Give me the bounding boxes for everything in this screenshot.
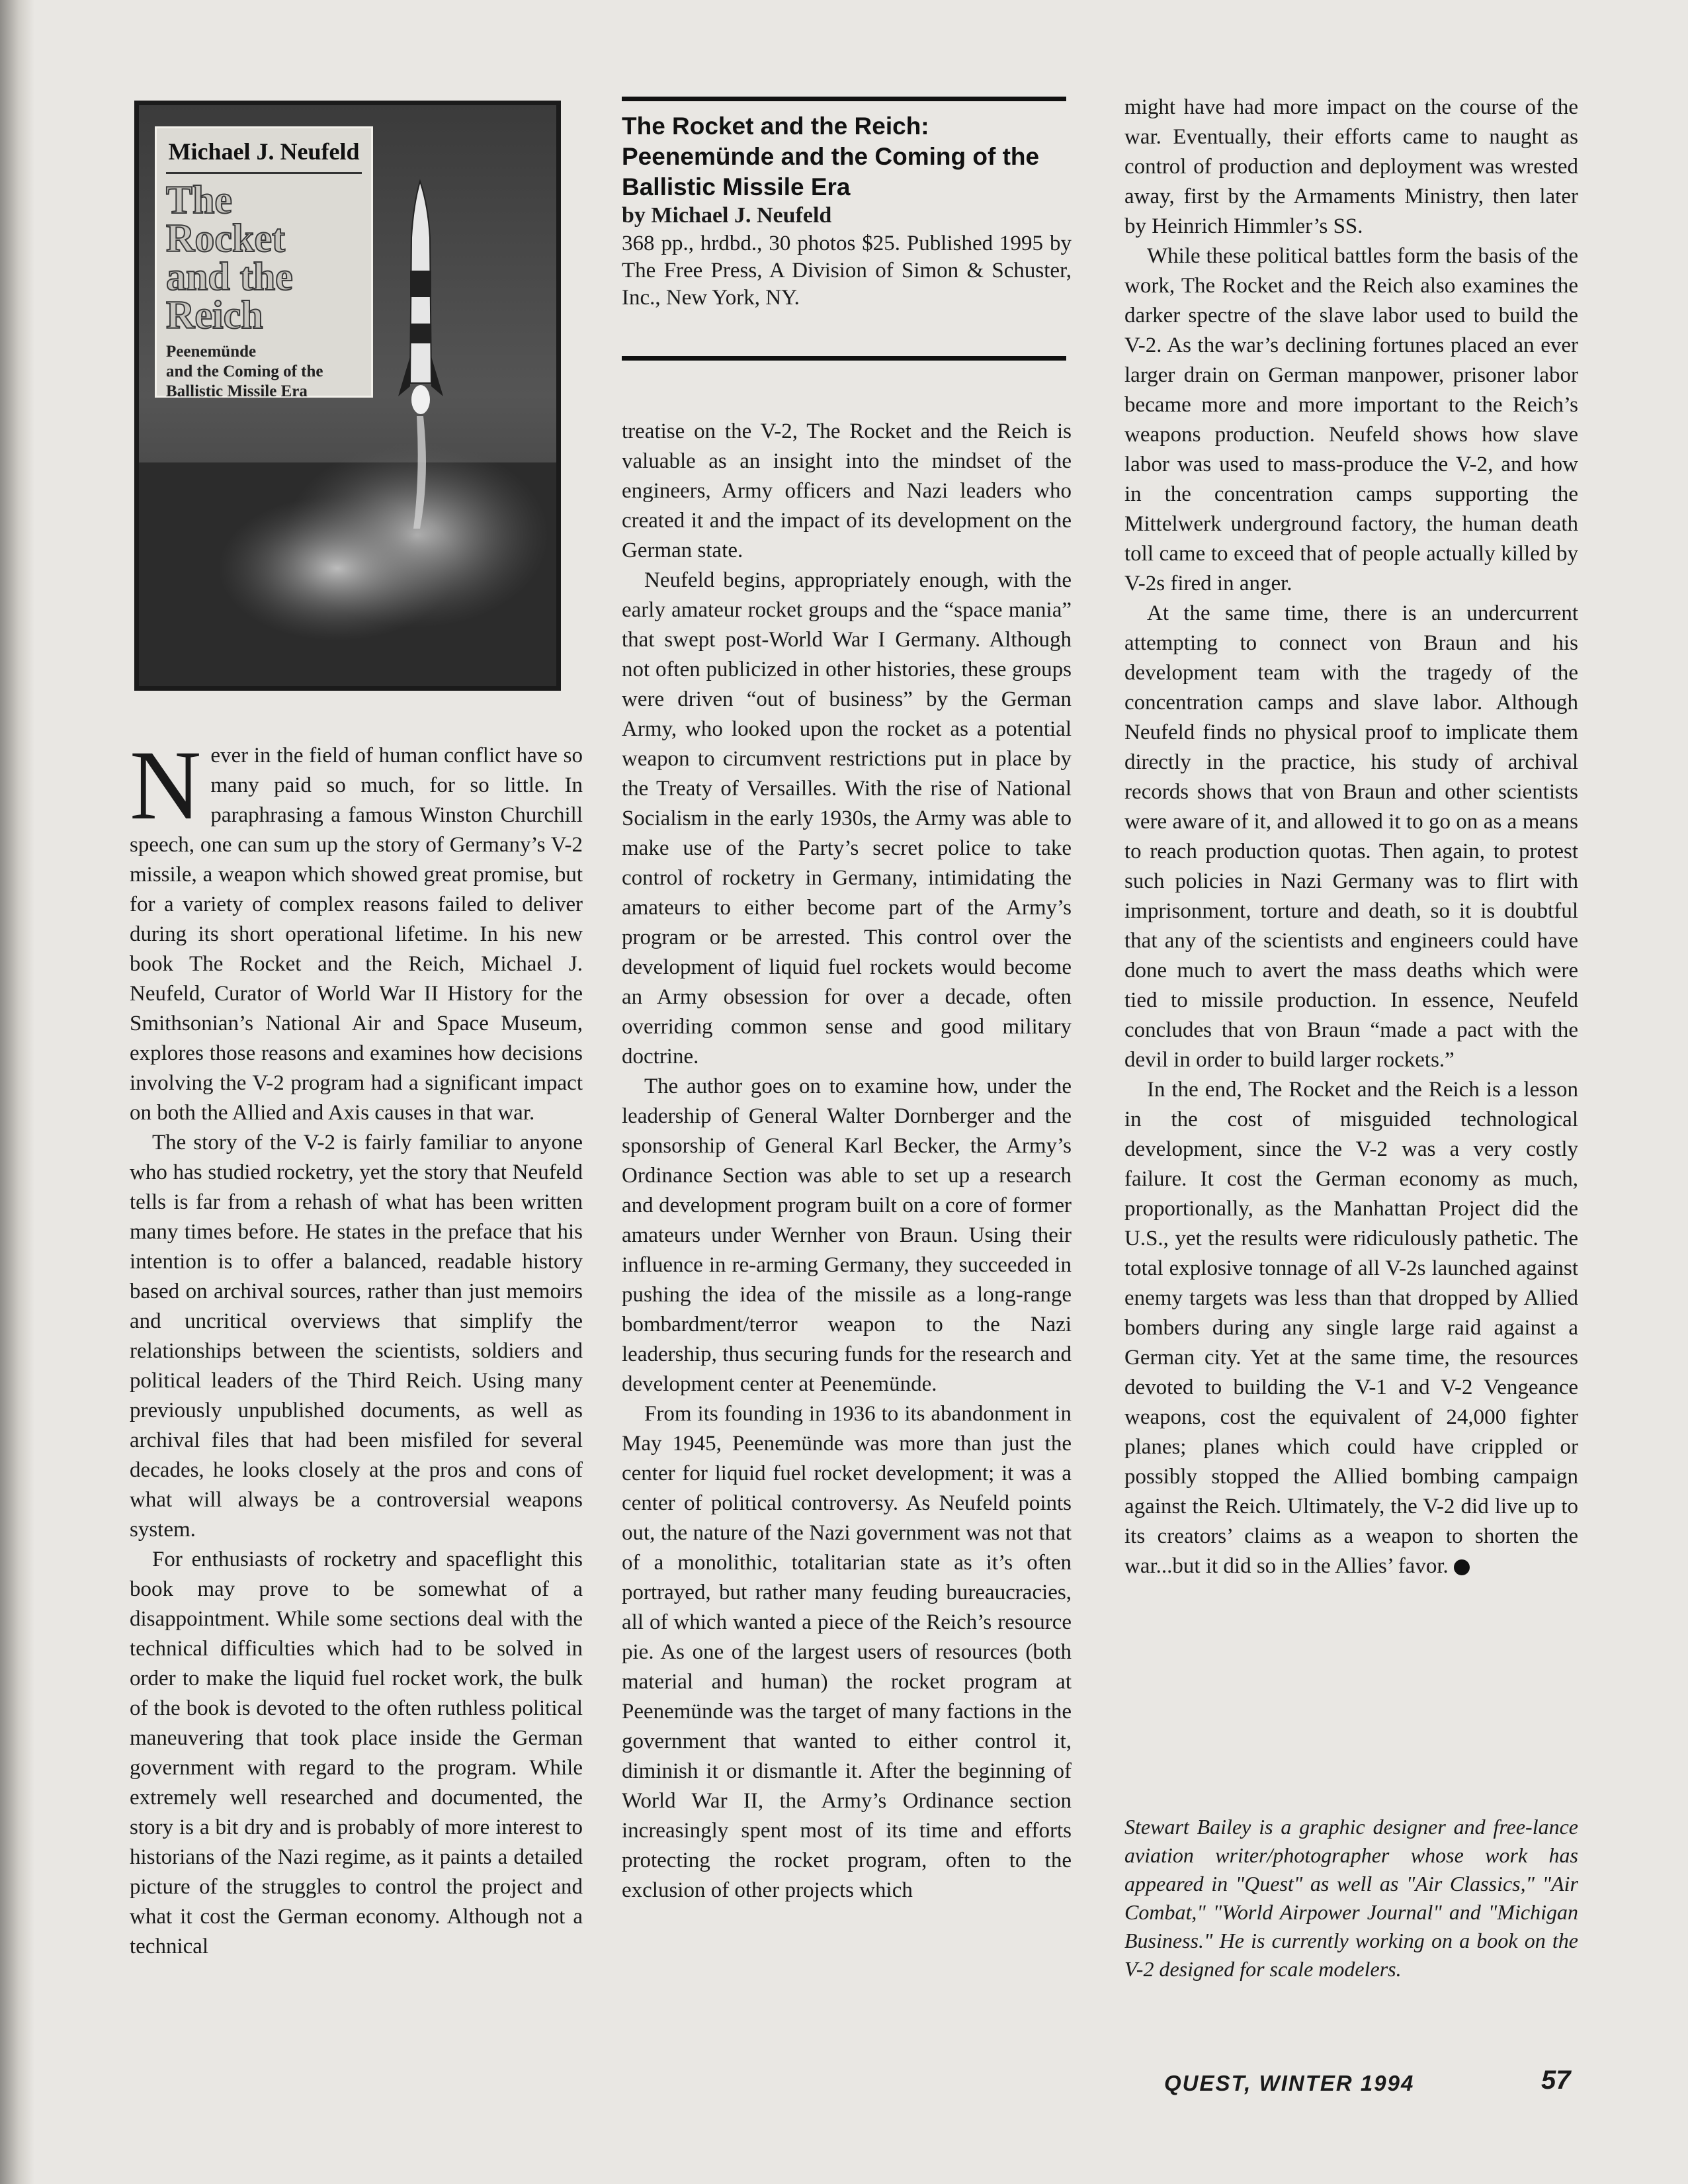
cover-title-line: Rocket — [166, 216, 285, 260]
author-bio: Stewart Bailey is a graphic designer and free-lance aviation writer/photographer whose work has appeared in "Quest" as well as "Air Classics," "Air Combat," "World Airpower Journal" and "Michigan Business." He is currently working on a book on the V-2 designed for scale modelers. — [1124, 1815, 1578, 1981]
article-column-middle — [622, 417, 1072, 1905]
cover-subtitle — [166, 342, 362, 402]
book-title: The Rocket and the Reich: Peenemünde and the Coming of the Ballistic Missile Era — [622, 112, 1040, 200]
cover-subtitle-line: Ballistic Missile Era — [166, 382, 308, 400]
paragraph-text: ever in the field of human conflict have so many paid so much, for so little. In paraphrasing a famous Winston Churchill speech, one can sum up the story of Germany’s V-2 missile, a weapon which showed great promise, but for a variety of complex reasons failed to deliver during its short operational lifetime. In his new book The Rocket and the Reich, Michael J. Neufeld, Curator of World War II History for the Smithsonian’s National Air and Space Museum, explores those reasons and examines how decisions involving the V-2 program had a significant impact on both the Allied and Axis causes in that war. — [130, 744, 583, 1125]
article-paragraph: At the same time, there is an undercurrent attempting to connect von Braun and his development team with the tragedy of the concentration camps and slave labor. Although Neufeld finds no physical proof to implicate them directly in the practice, his study of archival records shows that von Braun and other scientists were aware of it, and allowed it to go on as a means to reach production quotas. Then again, to protest such policies in Nazi Germany was to flirt with imprisonment, torture and death, so it is doubtful that any of the scientists and engineers could have done much to avert the mass deaths which were tied to missile production. In essence, Neufeld concludes that von Braun “made a pact with the devil in order to build larger rockets.” — [1124, 601, 1578, 1072]
paragraph-text: In the end, The Rocket and the Reich is a lesson in the cost of misguided technological development, since the V-2 was a very costly failure. It cost the German economy as much, proportionally, as the Manhattan Project did the U.S., yet the results were ridiculously pathetic. The total explosive tonnage of all V-2s launched against enemy targets was less than that dropped by Allied bombers during any single large raid against a German city. Yet at the same time, the resources devoted to building the V-1 and V-2 Vengeance weapons, cost the equivalent of 24,000 fighter planes; planes which could have crippled or possibly stopped the Allied bombing campaign against the Reich. Ultimately, the V-2 did live up to its creators’ claims as a weapon to shorten the war...but it did so in the Allies’ favor. — [1124, 1078, 1578, 1578]
article-paragraph: treatise on the V-2, The Rocket and the Reich is valuable as an insight into the mindset of the engineers, Army officers and Nazi leaders who created it and the impact of its development on the German state. — [622, 419, 1072, 562]
article-column-left — [130, 730, 583, 1962]
page-binding-edge — [0, 0, 34, 2184]
cover-title-plate — [155, 126, 373, 398]
article-paragraph — [1124, 1075, 1578, 1581]
article-paragraph: The story of the V-2 is fairly familiar to anyone who has studied rocketry, yet the story that Neufeld tells is far from a rehash of what has been written many times before. He states in the preface that his intention is to offer a balanced, readable history based on archival sources, rather than just memoirs and uncritical overviews that simplify the relationships between the scientists, soldiers and political leaders of the Third Reich. Using many previously unpublished documents, as well as archival files that had been misfiled for several decades, he looks closely at the pros and cons of what will always be a controversial weapons system. — [130, 1131, 583, 1542]
cover-title-line: The — [166, 178, 233, 222]
header-bottom-rule — [622, 356, 1066, 361]
cover-subtitle-line: and the Coming of the — [166, 363, 323, 380]
article-paragraph: Neufeld begins, appropriately enough, with the early amateur rocket groups and the “space mania” that swept post-World War I Germany. Although not often publicized in other histories, these groups were driven “out of business” by the German Army, who looked upon the rocket as a potential weapon to circumvent restrictions put in place by the Treaty of Versailles. With the rise of National Socialism in the early 1930s, the Army was able to make use of the Party’s secret police to take control of rocketry in Germany, intimidating the amateurs to either become part of the Army’s program or be arrested. This control over the development of liquid fuel rockets would become an Army obsession for over a decade, often overriding common sense and good military doctrine. — [622, 568, 1072, 1069]
cover-subtitle-line: Peenemünde — [166, 343, 257, 361]
book-cover-image — [134, 101, 561, 691]
end-mark-icon — [1454, 1559, 1470, 1575]
article-paragraph: might have had more impact on the course of the war. Eventually, their efforts came to naught as control of production and deployment was wrested away, first by the Armaments Ministry, then later by Heinrich Himmler’s SS. — [1124, 95, 1578, 238]
cover-title-line: and the — [166, 255, 293, 298]
cover-title — [166, 178, 362, 337]
article-paragraph: The author goes on to examine how, under the leadership of General Walter Dornberger and the sponsorship of General Karl Becker, the Army’s Ordinance Section was able to set up a research and development program built on a core of former amateurs under Wernher von Braun. Using their influence in re-arming Germany, they succeeded in pushing the idea of the missile as a long-range bombardment/terror weapon to the Nazi leadership, thus securing funds for the research and development center at Peenemünde. — [622, 1074, 1072, 1396]
cover-author: Michael J. Neufeld — [166, 138, 362, 174]
article-paragraph: From its founding in 1936 to its abandonment in May 1945, Peenemünde was more than just the center for liquid fuel rocket development; it was a center of political controversy. As Neufeld points out, the nature of the Nazi government was not that of a monolithic, totalitarian state as it’s often portrayed, but rather many feuding bureaucracies, all of which wanted a piece of the Reich’s resource pie. As one of the largest users of resources (both material and human) the rocket program at Peenemünde was the target of many factions in the government that wanted to either control it, diminish it or dismantle it. After the beginning of World War II, the Army’s Ordinance section increasingly spent most of its time and efforts protecting the rocket program, often to the exclusion of other projects which — [622, 1402, 1072, 1902]
header-top-rule — [622, 97, 1066, 101]
drop-cap: N — [130, 730, 202, 840]
page-number: 57 — [1541, 2066, 1571, 2095]
article-column-right — [1124, 93, 1578, 1581]
article-paragraph: While these political battles form the basis of the work, The Rocket and the Reich also examines the darker spectre of the slave labor used to build the V-2. As the war’s declining fortunes placed an ever larger drain on German manpower, prisoner labor became more and more important to the Reich’s weapons production. Neufeld shows how slave labor was used to mass-produce the V-2, and how in the concentration camps supporting the Mittelwerk underground factory, the human death toll came to exceed that of people actually killed by V-2s fired in anger. — [1124, 244, 1578, 595]
book-byline: by Michael J. Neufeld — [622, 203, 832, 228]
article-paragraph: For enthusiasts of rocketry and spaceflight this book may prove to be somewhat of a disappointment. While some sections deal with the technical difficulties which had to be solved in order to make the liquid fuel rocket work, the bulk of the book is devoted to the often ruthless political maneuvering that took place inside the German government with regard to the program. While extremely well researched and documented, the story is a bit dry and is probably of more interest to historians of the Nazi regime, as it paints a detailed picture of the struggles to control the project and what it cost the German economy. Although not a technical — [130, 1548, 583, 1958]
article-paragraph — [130, 730, 583, 1128]
cover-title-line: Reich — [166, 293, 263, 337]
book-details: 368 pp., hrdbd., 30 photos $25. Published 1995 by The Free Press, A Division of Simon & Schuster, Inc., New York, NY. — [622, 232, 1072, 310]
footer-issue: QUEST, WINTER 1994 — [1164, 2071, 1415, 2095]
